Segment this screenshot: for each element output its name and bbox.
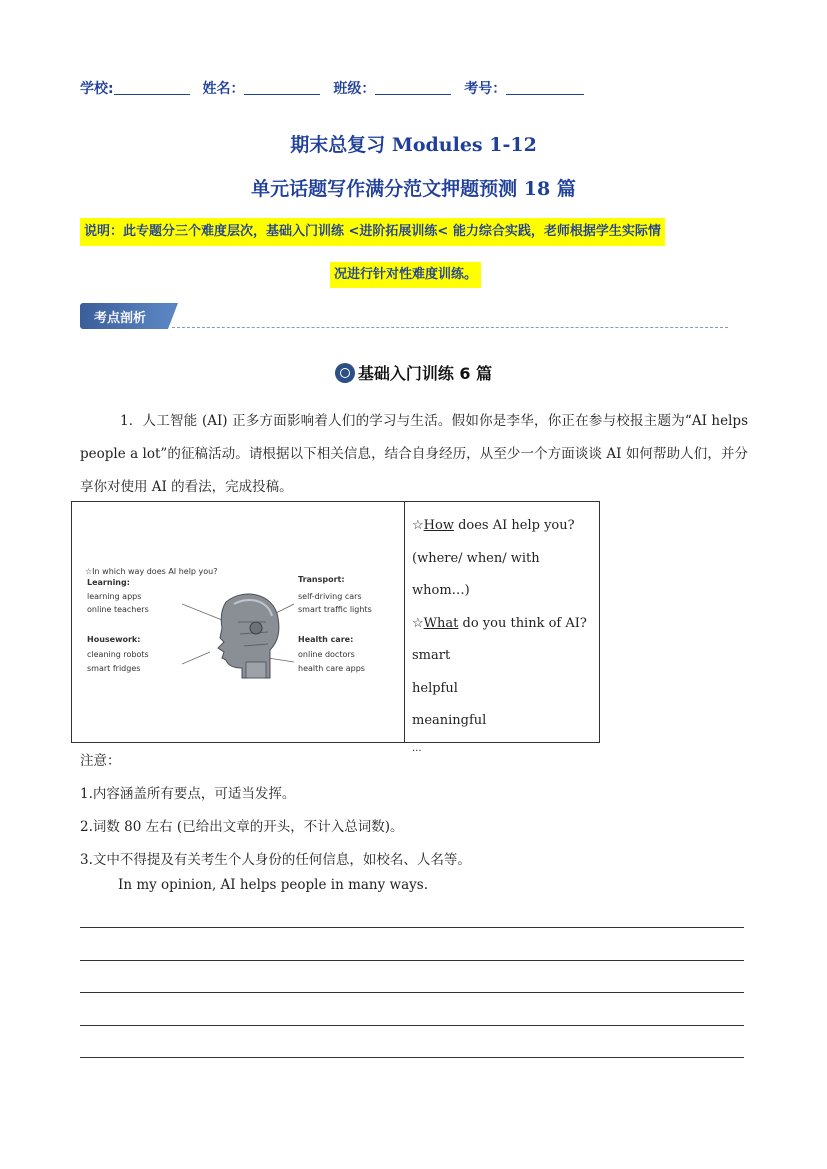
writing-line-2[interactable] [80, 960, 744, 961]
health-title: Health care: [298, 635, 354, 644]
housework-item-2: smart fridges [87, 664, 141, 673]
rules-heading: 注意： [80, 753, 121, 769]
writing-rules [80, 745, 471, 877]
question-prompt: 1．人工智能 (AI) 正多方面影响着人们的学习与生活。假如你是李华，你正在参与校报主题为“AI helps people a lot”的征稿活动。请根据以下相关信息，结合自身经历，从至少一个方面谈谈 AI 如何帮助人们，并分享你对使用 AI 的看法，完成投稿。 [80, 413, 748, 495]
star-icon: ☆ [412, 615, 424, 631]
writing-line-1[interactable] [80, 927, 744, 928]
hint-what-rest: do you think of AI? [458, 615, 587, 631]
hint-what [412, 608, 597, 641]
sub-heading [0, 361, 827, 384]
student-info-row [80, 78, 592, 98]
exam-no-label: 考号： [464, 81, 507, 97]
question-table [71, 501, 600, 754]
opening-sentence: In my opinion, AI helps people in many ways. [118, 877, 428, 893]
instruction-note-line2: 况进行针对性难度训练。 [330, 262, 481, 288]
housework-title: Housework: [87, 635, 141, 644]
school-blank[interactable] [114, 80, 190, 95]
name-label: 姓名： [202, 81, 245, 97]
learning-title: Learning: [87, 578, 130, 587]
health-item-2: health care apps [298, 664, 365, 673]
table-divider [404, 502, 405, 742]
section-divider [172, 327, 728, 328]
hint-word-helpful: helpful [412, 680, 458, 696]
hint-how [412, 510, 597, 543]
learning-item-1: learning apps [87, 592, 142, 601]
hint-how-word: How [423, 518, 454, 533]
ai-head-figure [82, 562, 397, 692]
page-title: 期末总复习 Modules 1-12 [290, 134, 537, 156]
learning-item-2: online teachers [87, 605, 149, 614]
hint-word-ellipsis: ... [412, 742, 422, 754]
transport-title: Transport: [298, 575, 345, 584]
hint-what-word: What [423, 615, 459, 631]
sub-heading-text: 基础入门训练 6 篇 [357, 364, 493, 383]
rule-item-3: 3.文中不得提及有关考生个人身份的任何信息，如校名、人名等。 [80, 852, 471, 868]
hint-word-meaningful: meaningful [412, 713, 487, 728]
target-icon [335, 363, 355, 383]
page-subtitle: 单元话题写作满分范文押题预测 18 篇 [251, 178, 576, 200]
writing-line-5[interactable] [80, 1057, 744, 1058]
health-item-1: online doctors [298, 650, 355, 659]
transport-item-2: smart traffic lights [298, 605, 372, 614]
class-label: 班级： [333, 81, 376, 97]
instruction-note-line1: 说明：此专题分三个难度层次，基础入门训练 <进阶拓展训练< 能力综合实践，老师根据学生实际情 [80, 218, 665, 246]
hint-word-smart: smart [412, 648, 451, 663]
robot-head-illustration [182, 582, 302, 692]
school-label: 学校: [80, 81, 114, 97]
name-blank[interactable] [244, 80, 320, 95]
rule-item-1: 1.内容涵盖所有要点，可适当发挥。 [80, 786, 296, 802]
exam-no-blank[interactable] [506, 80, 584, 95]
writing-line-3[interactable] [80, 992, 744, 993]
figure-question: ☆In which way does AI help you? [85, 567, 218, 576]
rule-item-2: 2.词数 80 左右 (已给出文章的开头，不计入总词数)。 [80, 819, 404, 835]
section-badge [80, 303, 168, 329]
class-blank[interactable] [375, 80, 451, 95]
table-hints [412, 510, 597, 760]
writing-line-4[interactable] [80, 1025, 744, 1026]
section-badge-label: 考点剖析 [94, 311, 147, 326]
hint-where-when: (where/ when/ with whom…) [412, 550, 540, 598]
hint-how-rest: does AI help you? [453, 518, 575, 533]
housework-item-1: cleaning robots [87, 650, 149, 659]
star-icon: ☆ [412, 518, 424, 533]
transport-item-1: self-driving cars [298, 592, 362, 601]
